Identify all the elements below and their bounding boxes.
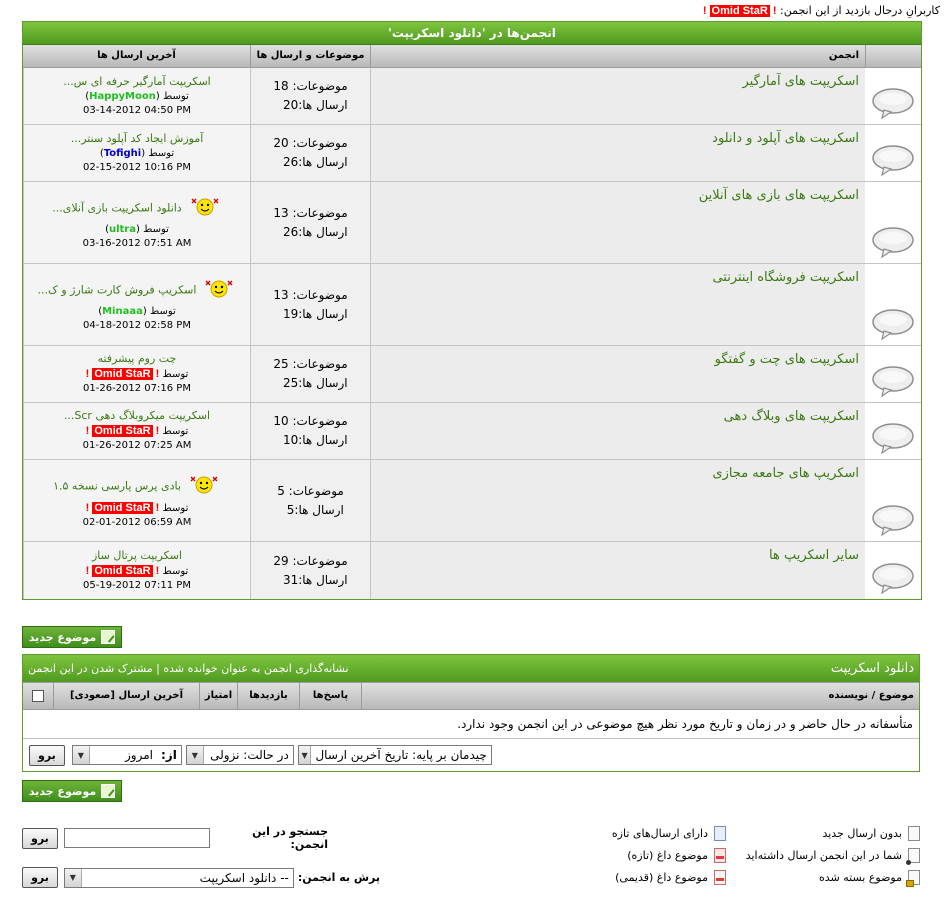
last-post-cell (23, 346, 250, 402)
forum-row (23, 542, 921, 599)
forums-header-row (23, 45, 921, 68)
topics-count: 18 (273, 79, 289, 93)
forum-row (23, 264, 921, 346)
posts-label: ارسال ها: (298, 98, 348, 112)
last-post-user[interactable]: ultra (108, 224, 136, 235)
forum-link[interactable]: اسکریپت های آپلود و دانلود (712, 131, 859, 146)
last-post-cell: دانلود اسکریپت بازی آنلای... توسط (ultra) 03-16-2012 07:51 AM (23, 182, 250, 263)
forum-cell (370, 542, 865, 599)
header-icon (865, 45, 921, 67)
topics-label: موضوعات: (292, 357, 348, 371)
counts-cell (250, 182, 370, 263)
threads-header (23, 655, 919, 682)
threads-title: دانلود اسکریپت (830, 661, 914, 676)
chevron-down-icon: ▼ (187, 746, 204, 764)
forum-row (23, 125, 921, 182)
forum-link[interactable]: اسکریپت فروشگاه اینترنتی (712, 270, 859, 285)
last-post-date: 03-14-2012 04:50 PM (83, 104, 191, 116)
online-user-link[interactable]: ! Omid StaR ! (702, 5, 777, 17)
new-topic-label: موضوع جدید (28, 784, 97, 798)
posts-label: ارسال ها: (294, 502, 344, 517)
forums-title: انجمن‌ها در 'دانلود اسکریپت' (23, 22, 921, 45)
last-post-user[interactable]: Minaaa (102, 306, 143, 317)
sort-by-select[interactable] (298, 745, 492, 765)
new-posts-icon (714, 826, 726, 841)
search-label: جستجو در این انجمن: (252, 825, 328, 851)
col-select (23, 683, 53, 709)
online-users-label: کاربرانِ درحال بازدید از این انجمن: (780, 4, 940, 17)
chevron-down-icon: ▼ (73, 746, 90, 764)
threads-table (22, 654, 920, 772)
no-new-posts-icon (908, 826, 920, 841)
topics-count: 5 (277, 483, 285, 498)
legend-no-new-label: بدون ارسال جدید (822, 827, 902, 840)
forum-actions-links[interactable]: نشانه‌گذاری انجمن به عنوان خوانده شده | مشترک شدن در این انجمن (28, 662, 349, 675)
legend-has-new-label: دارای ارسال‌های تازه (611, 827, 708, 840)
forum-link[interactable]: سایر اسکریپ ها (769, 548, 859, 563)
last-post-date: 03-16-2012 07:51 AM (82, 238, 192, 249)
forum-row (23, 403, 921, 460)
legend-hot-new-label: موضوع داغ (تازه) (627, 849, 708, 862)
forum-status-icon (865, 403, 921, 459)
topics-label: موضوعات: (292, 205, 348, 220)
topics-label: موضوعات: (292, 414, 348, 428)
chevron-down-icon: ▼ (299, 746, 312, 764)
last-post-date: 05-19-2012 07:11 PM (83, 579, 191, 591)
last-post-title[interactable]: اسکریپت آمارگیر حرفه ای س... (63, 74, 211, 88)
posts-count: 10 (282, 433, 299, 447)
header-forum: انجمن (370, 45, 865, 67)
legend-closed (819, 870, 920, 885)
counts-cell (250, 125, 370, 181)
last-post-user[interactable]: ! Omid StaR ! (85, 368, 160, 380)
legend-you-posted (746, 848, 920, 863)
col-replies[interactable]: پاسخ‌ها (299, 683, 361, 709)
posts-count: 31 (282, 572, 299, 587)
last-post-cell (23, 403, 250, 459)
select-all-checkbox[interactable] (32, 690, 44, 702)
legend-you-posted-label: شما در این انجمن ارسال داشته‌اید (745, 849, 902, 862)
counts-cell (250, 542, 370, 599)
last-post-date: 01-26-2012 07:25 AM (82, 440, 192, 451)
posts-count: 19 (282, 306, 299, 321)
last-post-date: 02-01-2012 06:59 AM (82, 516, 192, 528)
from-select[interactable] (72, 745, 182, 765)
order-select[interactable] (186, 745, 294, 765)
last-post-cell (23, 460, 250, 541)
forum-status-icon (865, 125, 921, 181)
new-topic-label: موضوع جدید (28, 630, 97, 644)
last-post-title[interactable]: آموزش ایجاد کد آپلود سنتر... (70, 131, 204, 145)
forum-status-icon (865, 182, 921, 263)
counts-cell (250, 403, 370, 459)
jump-go-button[interactable]: برو (22, 867, 58, 888)
counts-cell (250, 264, 370, 345)
forum-status-icon (865, 542, 921, 599)
by-label: توسط (162, 426, 189, 437)
forum-link[interactable]: اسکریپت های بازی های آنلاین (698, 188, 859, 203)
new-topic-button[interactable] (22, 626, 122, 648)
forum-cell (370, 264, 865, 345)
header-counts: موضوعات و ارسال ها (250, 45, 370, 67)
by-label: توسط (143, 224, 169, 235)
by-label: توسط (162, 565, 189, 577)
legend-hot-new (627, 848, 726, 863)
forum-link[interactable]: اسکریپت های آمارگیر (742, 74, 859, 89)
forum-row (23, 68, 921, 125)
by-label: توسط (162, 369, 189, 380)
sort-by-value: چیدمان بر پایه: تاریخ آخرین ارسال (315, 748, 487, 762)
posts-label: ارسال ها: (298, 224, 348, 239)
new-topic-button-bottom[interactable] (22, 780, 122, 802)
smiley-icon (188, 194, 222, 223)
forum-jump (22, 867, 380, 888)
forum-cell (370, 460, 865, 541)
last-post-user[interactable]: Tofighi (103, 147, 142, 159)
last-post-date: 02-15-2012 10:16 PM (83, 161, 191, 173)
topics-label: موضوعات: (292, 79, 348, 93)
topics-count: 13 (273, 205, 289, 220)
forums-table (22, 21, 922, 600)
legend-has-new (612, 826, 726, 841)
jump-select[interactable] (64, 868, 294, 888)
posts-count: 20 (282, 98, 299, 112)
col-last-post[interactable]: آخرین ارسال [صعودی] (53, 683, 199, 709)
last-post-date: 01-26-2012 07:16 PM (83, 383, 191, 394)
legend-closed-label: موضوع بسته شده (819, 871, 902, 884)
legend-hot-old (615, 870, 726, 885)
from-value: امروز (125, 748, 153, 762)
posts-label: ارسال ها: (298, 376, 348, 390)
legend-hot-old-label: موضوع داغ (قدیمی) (615, 871, 708, 884)
forum-search (22, 825, 328, 851)
lock-icon (908, 870, 920, 885)
hot-topic-new-icon (714, 848, 726, 863)
col-rating[interactable]: امتیاز (199, 683, 237, 709)
legend-no-new (822, 826, 920, 841)
col-topic[interactable]: موضوع / نویسنده (361, 683, 919, 709)
jump-value: -- دانلود اسکریپت (199, 870, 289, 885)
last-post-title[interactable]: بادی پرس پارسی نسخه ۱.۵ (53, 479, 181, 492)
by-label: توسط (149, 306, 176, 317)
posts-count: 26 (282, 224, 299, 239)
last-post-date: 04-18-2012 02:58 PM (83, 320, 191, 331)
smiley-icon (202, 276, 236, 305)
last-post-user[interactable]: ! Omid StaR ! (85, 501, 160, 514)
topics-count: 20 (273, 136, 289, 150)
forum-status-icon (865, 264, 921, 345)
last-post-title[interactable]: چت روم پیشرفته (97, 352, 177, 365)
forum-status-icon (865, 460, 921, 541)
counts-cell (250, 346, 370, 402)
hot-topic-old-icon (714, 870, 726, 885)
you-posted-icon (908, 848, 920, 863)
last-post-cell: اسکریپت آمارگیر حرفه ای س... توسط (HappyMoon) 03-14-2012 04:50 PM (23, 68, 250, 124)
topics-label: موضوعات: (288, 483, 344, 498)
smiley-icon (187, 472, 221, 501)
forum-status-icon (865, 68, 921, 124)
forum-row (23, 182, 921, 264)
forum-status-icon (865, 346, 921, 402)
posts-count: 25 (282, 376, 299, 390)
empty-message: متأسفانه در حال حاضر و در زمان و تاریخ مورد نظر هیچ موضوعی در این انجمن وجود ندارد. (23, 710, 919, 739)
posts-count: 26 (282, 155, 299, 169)
chevron-down-icon: ▼ (65, 869, 82, 887)
posts-label: ارسال ها: (298, 155, 348, 169)
topics-count: 13 (273, 287, 289, 302)
last-post-title[interactable]: دانلود اسکریپت بازی آنلای... (52, 201, 182, 215)
from-label: از: (160, 748, 177, 762)
topics-count: 29 (273, 553, 289, 568)
forum-cell (370, 68, 865, 124)
last-post-user[interactable]: HappyMoon (89, 90, 156, 102)
last-post-user[interactable]: ! Omid StaR ! (85, 564, 160, 577)
order-value: در حالت: نزولی (210, 748, 289, 762)
posts-label: ارسال ها: (298, 306, 348, 321)
last-post-title[interactable]: اسکریپت پرتال ساز (91, 548, 182, 562)
forum-cell (370, 125, 865, 181)
by-label: توسط (148, 147, 175, 159)
forum-link[interactable]: اسکریپ های جامعه مجازی (712, 466, 859, 481)
forum-cell (370, 346, 865, 402)
forum-row (23, 460, 921, 542)
topics-label: موضوعات: (292, 136, 348, 150)
topics-label: موضوعات: (292, 553, 348, 568)
forum-link[interactable]: اسکریپت های چت و گفتگو (714, 352, 859, 367)
posts-count: 5 (286, 502, 295, 517)
forum-link[interactable]: اسکریپت های وبلاگ دهی (723, 409, 859, 424)
online-users-line (703, 4, 940, 17)
last-post-cell: اسکریپ فروش کارت شارژ و ک... توسط (Minaaa) 04-18-2012 02:58 PM (23, 264, 250, 345)
new-topic-icon (101, 630, 115, 644)
threads-columns (23, 682, 919, 710)
by-label: توسط (162, 502, 189, 514)
topics-label: موضوعات: (292, 287, 348, 302)
forum-cell (370, 182, 865, 263)
search-go-button[interactable]: برو (22, 828, 58, 849)
posts-label: ارسال ها: (298, 433, 348, 447)
sort-go-button[interactable]: برو (29, 745, 65, 766)
posts-label: ارسال ها: (298, 572, 348, 587)
counts-cell (250, 68, 370, 124)
counts-cell (250, 460, 370, 541)
topics-count: 25 (273, 357, 289, 371)
header-last-posts: آخرین ارسال ها (97, 50, 176, 61)
last-post-cell (23, 542, 250, 599)
col-views[interactable]: بازدیدها (237, 683, 299, 709)
by-label: توسط (162, 90, 189, 102)
last-post-cell: آموزش ایجاد کد آپلود سنتر... توسط (Tofighi) 02-15-2012 10:16 PM (23, 125, 250, 181)
new-topic-icon (101, 784, 115, 798)
search-input[interactable] (64, 828, 210, 848)
forum-row (23, 346, 921, 403)
topics-count: 10 (273, 414, 289, 428)
last-post-title[interactable]: اسکریپ فروش کارت شارژ و ک... (37, 283, 197, 297)
forum-cell (370, 403, 865, 459)
sort-controls (23, 739, 919, 771)
jump-label: پرش به انجمن: (297, 871, 380, 884)
last-post-user[interactable]: ! Omid StaR ! (85, 425, 160, 437)
last-post-title[interactable]: اسکریپت میکروبلاگ دهی Scr... (63, 409, 211, 422)
